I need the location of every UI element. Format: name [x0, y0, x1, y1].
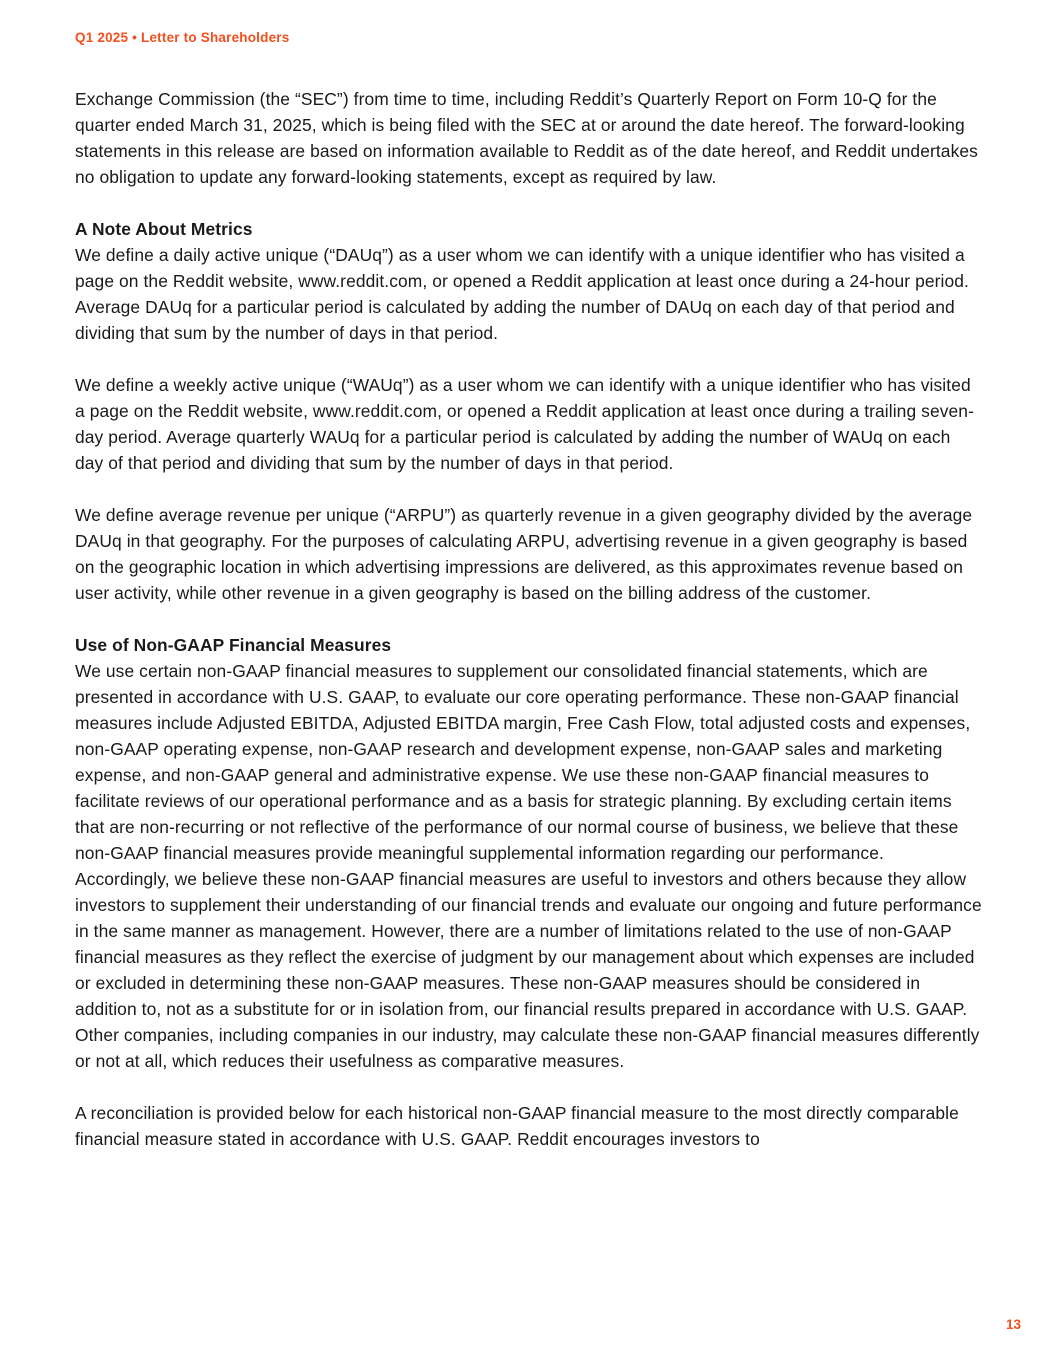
heading-use-of-non-gaap-financial-measures: Use of Non-GAAP Financial Measures — [75, 635, 392, 655]
document-header: Q1 2025 • Letter to Shareholders — [75, 30, 290, 45]
page-number: 13 — [1005, 1317, 1021, 1332]
paragraph-reconciliation: A reconciliation is provided below for each historical non-GAAP financial measure to the most directly comparable financial measure stated in accordance with U.S. GAAP. Reddit encourages investors to — [75, 1103, 959, 1149]
paragraph-non-gaap-measures: We use certain non-GAAP financial measures to supplement our consolidated financial statements, which are presented in accordance with U.S. GAAP, to evaluate our core operating performance. These non-GAAP financial measures include Adjusted EBITDA, Adjusted EBITDA margin, Free Cash Flow, total adjusted costs and expenses, non-GAAP operating expense, non-GAAP research and development expense, non-GAAP sales and marketing expense, and non-GAAP general and administrative expense. We use these non-GAAP financial measures to facilitate reviews of our operational performance and as a basis for strategic planning. By excluding certain items that are non-recurring or not reflective of the performance of our normal course of business, we believe that these non-GAAP financial measures provide meaningful supplemental information regarding our performance. Accordingly, we believe these non-GAAP financial measures are useful to investors and others because they allow investors to supplement their understanding of our financial trends and evaluate our ongoing and future performance in the same manner as management. However, there are a number of limitations related to the use of non-GAAP financial measures as they reflect the exercise of judgment by our management about which expenses are included or excluded in determining these non-GAAP measures. These non-GAAP measures should be considered in addition to, not as a substitute for or in isolation from, our financial results prepared in accordance with U.S. GAAP. Other companies, including companies in our industry, may calculate these non-GAAP financial measures differently or not at all, which reduces their usefulness as comparative measures. — [75, 661, 982, 1071]
body-text — [75, 86, 982, 1152]
paragraph-arpu-definition: We define average revenue per unique (“ARPU”) as quarterly revenue in a given geography divided by the average DAUq in that geography. For the purposes of calculating ARPU, advertising revenue in a given geography is based on the geographic location in which advertising impressions are delivered, as this approximates revenue based on user activity, while other revenue in a given geography is based on the billing address of the customer. — [75, 505, 973, 603]
paragraph-dauq-definition: We define a daily active unique (“DAUq”) as a user whom we can identify with a unique identifier who has visited a page on the Reddit website, www.reddit.com, or opened a Reddit application at least once during a 24-hour period. Average DAUq for a particular period is calculated by adding the number of DAUq on each day of that period and dividing that sum by the number of days in that period. — [75, 245, 969, 343]
heading-a-note-about-metrics: A Note About Metrics — [75, 219, 253, 239]
paragraph-forward-looking: Exchange Commission (the “SEC”) from time to time, including Reddit’s Quarterly Report on Form 10-Q for the quarter ended March 31, 2025, which is being filed with the SEC at or around the date hereof. The forward-looking statements in this release are based on information available to Reddit as of the date hereof, and Reddit undertakes no obligation to update any forward-looking statements, except as required by law. — [75, 89, 978, 187]
paragraph-wauq-definition: We define a weekly active unique (“WAUq”) as a user whom we can identify with a unique identifier who has visited a page on the Reddit website, www.reddit.com, or opened a Reddit application at least once during a trailing seven-day period. Average quarterly WAUq for a particular period is calculated by adding the number of WAUq on each day of that period and dividing that sum by the number of days in that period. — [75, 375, 974, 473]
